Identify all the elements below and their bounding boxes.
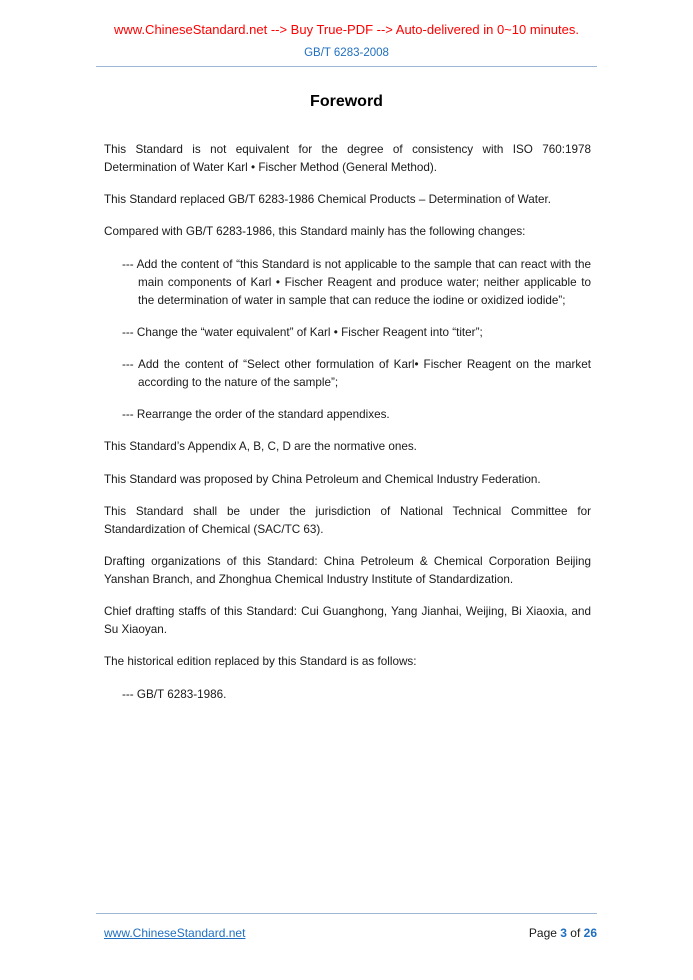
paragraph: Chief drafting staffs of this Standard: Cui Guanghong, Yang Jianhai, Weijing, Bi Xiaoxia, and Su Xiaoyan.	[104, 605, 591, 637]
current-page-number: 3	[560, 926, 567, 940]
change-item: --- Add the content of “Select other formulation of Karl• Fischer Reagent on the market according to the nature of the sample”;	[122, 358, 591, 390]
paragraph: This Standard was proposed by China Petroleum and Chemical Industry Federation.	[104, 472, 541, 486]
standard-number: GB/T 6283-2008	[304, 47, 389, 59]
change-item: --- Add the content of “this Standard is not applicable to the sample that can react with the main components of Karl • Fischer Reagent and produce water; neither applicable to the determination of water in sample that can reduce the iodine or oxidized iodide”;	[122, 257, 591, 307]
page-title: Foreword	[310, 93, 383, 110]
paragraph: This Standard shall be under the jurisdiction of National Technical Committee for Standardization of Chemical (SAC/TC 63).	[104, 504, 591, 536]
change-item: --- Rearrange the order of the standard appendixes.	[122, 408, 390, 422]
page-prefix-label: Page	[528, 926, 561, 940]
change-item: --- Change the “water equivalent” of Karl • Fischer Reagent into “titer”;	[122, 325, 483, 339]
paragraph: The historical edition replaced by this Standard is as follows:	[104, 655, 417, 669]
total-page-number: 26	[583, 926, 597, 940]
document-body	[104, 141, 591, 704]
footer-divider	[96, 913, 597, 914]
paragraph: This Standard is not equivalent for the degree of consistency with ISO 760:1978 Determination of Water Karl • Fischer Method (General Method).	[104, 143, 591, 175]
purchase-notice: www.ChineseStandard.net --> Buy True-PDF --> Auto-delivered in 0~10 minutes.	[114, 22, 579, 37]
page-footer	[0, 906, 693, 940]
paragraph: Drafting organizations of this Standard: China Petroleum & Chemical Corporation Beijing Yanshan Branch, and Zhonghua Chemical Industry Institute of Standardization.	[104, 554, 591, 586]
page-of-label: of	[566, 926, 584, 940]
historical-edition-item: --- GB/T 6283-1986.	[122, 687, 227, 701]
header-divider	[96, 66, 597, 67]
paragraph: This Standard replaced GB/T 6283-1986 Chemical Products – Determination of Water.	[104, 193, 551, 207]
page-indicator	[529, 926, 597, 940]
paragraph: This Standard’s Appendix A, B, C, D are the normative ones.	[104, 440, 417, 454]
paragraph: Compared with GB/T 6283-1986, this Standard mainly has the following changes:	[104, 225, 526, 239]
footer-website-link[interactable]: www.ChineseStandard.net	[104, 926, 246, 940]
